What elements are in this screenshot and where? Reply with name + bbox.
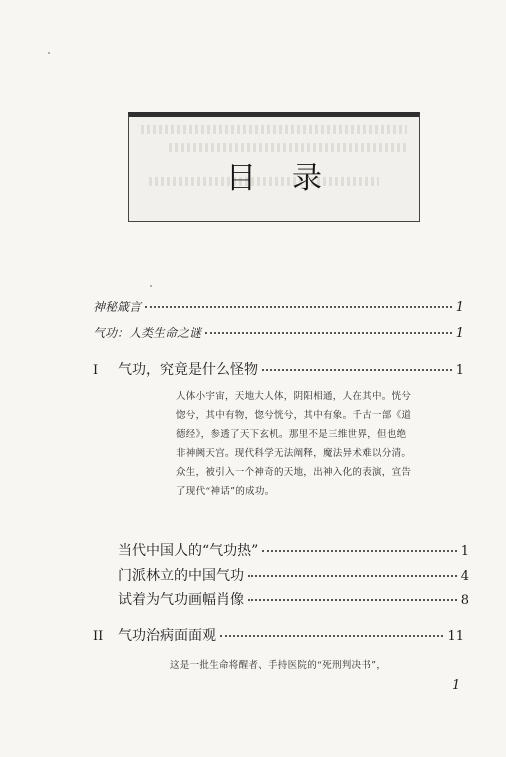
section-page: 1 <box>460 544 469 559</box>
chapter-summary: 这是一批生命将醒者、手持医院的“死刑判决书”， <box>170 660 387 671</box>
page-title: 目录 <box>226 161 358 196</box>
toc-section[interactable] <box>118 540 469 560</box>
chapter-title: 气功，究竟是什么怪物 <box>118 362 258 378</box>
bleed-through <box>141 125 407 134</box>
print-speck <box>48 52 50 54</box>
section-title: 试着为气功画幅肖像 <box>118 592 244 608</box>
title-box <box>128 112 420 222</box>
dot-leader <box>205 332 452 334</box>
chapter-page: 1 <box>455 363 464 378</box>
toc-section[interactable] <box>118 565 469 585</box>
page-number: 1 <box>452 678 461 693</box>
toc-entry-label: 神秘箴言 <box>93 300 142 314</box>
chapter-title: 气功治病面面观 <box>118 628 216 644</box>
dot-leader <box>220 635 443 637</box>
chapter-number: II <box>93 629 104 644</box>
dot-leader <box>262 550 456 552</box>
dot-leader <box>145 306 452 308</box>
toc-section[interactable] <box>118 589 469 609</box>
toc-chapter[interactable] <box>93 359 464 379</box>
chapter-page: 11 <box>447 629 464 644</box>
section-page: 8 <box>460 593 469 608</box>
toc-entry[interactable] <box>93 324 464 341</box>
section-page: 4 <box>460 569 469 584</box>
bleed-through <box>169 143 407 152</box>
toc-entry[interactable] <box>93 298 464 315</box>
chapter-number: I <box>93 363 99 378</box>
dot-leader <box>262 369 452 371</box>
toc-chapter[interactable] <box>93 625 464 645</box>
toc-entry-label: 气功：人类生命之谜 <box>93 326 202 340</box>
toc-entry-page: 1 <box>455 300 464 315</box>
toc-entry-page: 1 <box>455 326 464 341</box>
print-speck <box>150 285 152 287</box>
section-title: 当代中国人的“气功热” <box>118 543 259 559</box>
dot-leader <box>248 599 457 601</box>
dot-leader <box>248 575 457 577</box>
section-title: 门派林立的中国气功 <box>118 568 244 584</box>
chapter-summary: 人体小宇宙，天地大人体，阴阳相通，人在其中。恍兮惚兮，其中有物，惚兮恍兮，其中有象。千古一部《道德经》，参透了天下玄机。那里不是三维世界，但也绝非神阙天宫。现代科学无法阐释，魔法异术难以分清。众生，被引入一个神奇的天地，出神入化的表演，宣告了现代“神话”的成功。 <box>176 391 412 497</box>
